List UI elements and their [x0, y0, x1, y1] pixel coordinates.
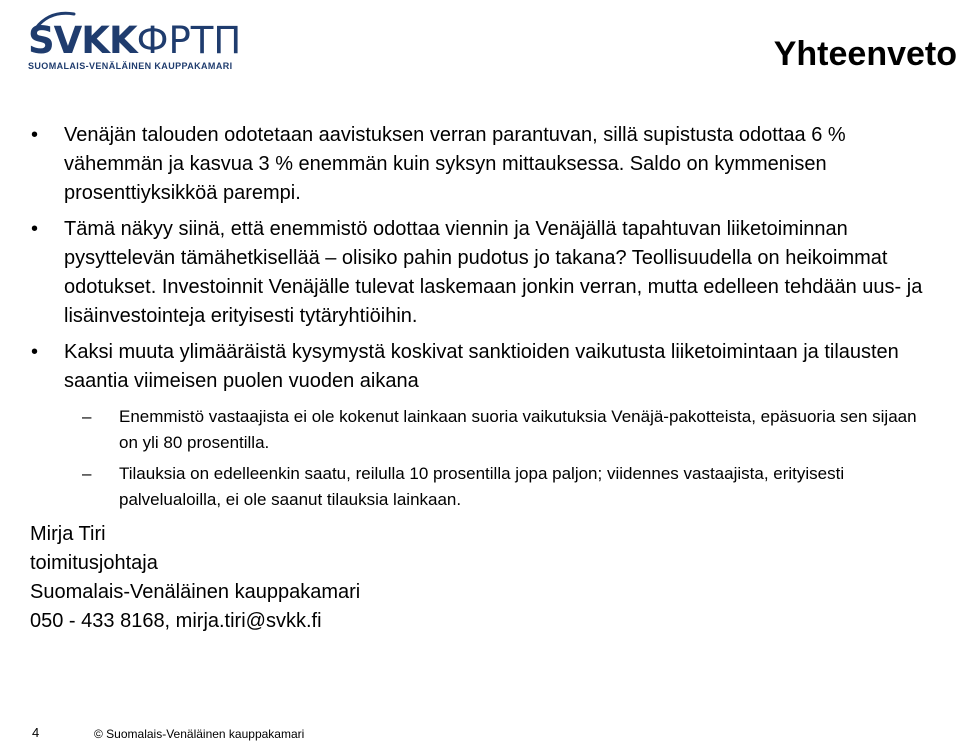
logo-cyrillic: ФРТП — [136, 19, 242, 62]
footer-copyright: © Suomalais-Venäläinen kauppakamari — [94, 727, 305, 741]
sub-bullet-item — [64, 461, 930, 513]
page-title: Yhteenveto — [773, 35, 957, 73]
bullet-icon: • — [31, 341, 39, 363]
bullet-item — [30, 121, 930, 208]
slide-content — [30, 121, 930, 636]
bullet-item — [30, 338, 930, 513]
page-number: 4 — [32, 725, 40, 740]
bullet-icon: • — [31, 218, 39, 240]
bullet-text: Tämä näkyy siinä, että enemmistö odottaa viennin ja Venäjällä tapahtuvan liiketoiminnan pysyttelevän tämähetkisellää – olisiko pahin pudotus jo takana? Teollisuudella on heikoimmat odotukset. Investoinnit Venäjälle tulevat laskemaan jonkin verran, mutta edelleen tehdään uus- ja lisäinvestointeja erityisesti tytäryhtiöihin. — [64, 218, 923, 327]
contact-role: toimitusjohtaja — [30, 552, 158, 574]
dash-icon: – — [82, 407, 92, 426]
sub-bullet-list — [64, 404, 930, 513]
logo-subtitle: SUOMALAIS-VENÄLÄINEN KAUPPAKAMARI — [28, 61, 233, 71]
bullet-item — [30, 215, 930, 331]
sub-bullet-item — [64, 404, 930, 456]
sub-bullet-text: Enemmistö vastaajista ei ole kokenut lainkaan suoria vaikutuksia Venäjä-pakotteista, epäsuoria sen sijaan on yli 80 prosentilla. — [119, 407, 917, 452]
bullet-list — [30, 121, 930, 513]
logo-latin: SVKK — [28, 19, 137, 62]
sub-bullet-text: Tilauksia on edelleenkin saatu, reilulla 10 prosentilla jopa paljon; viidennes vastaajista, erityisesti palvelualoilla, ei ole saanut tilauksia lainkaan. — [119, 464, 845, 509]
svkk-logo — [28, 19, 242, 72]
contact-block — [30, 520, 930, 636]
bullet-text: Kaksi muuta ylimääräistä kysymystä koskivat sanktioiden vaikutusta liiketoimintaan ja tilausten saantia viimeisen puolen vuoden aikana — [64, 341, 899, 392]
bullet-text: Venäjän talouden odotetaan aavistuksen verran parantuvan, sillä supistusta odottaa 6 % vähemmän ja kasvua 3 % enemmän kuin syksyn mittauksessa. Saldo on kymmenisen prosenttiyksikköä parempi. — [64, 124, 846, 204]
contact-name: Mirja Tiri — [30, 523, 106, 545]
bullet-icon: • — [31, 124, 39, 146]
logo-swoosh-icon — [32, 8, 92, 30]
contact-phone-email: 050 - 433 8168, mirja.tiri@svkk.fi — [30, 610, 322, 632]
contact-organization: Suomalais-Venäläinen kauppakamari — [30, 581, 361, 603]
dash-icon: – — [82, 464, 92, 483]
